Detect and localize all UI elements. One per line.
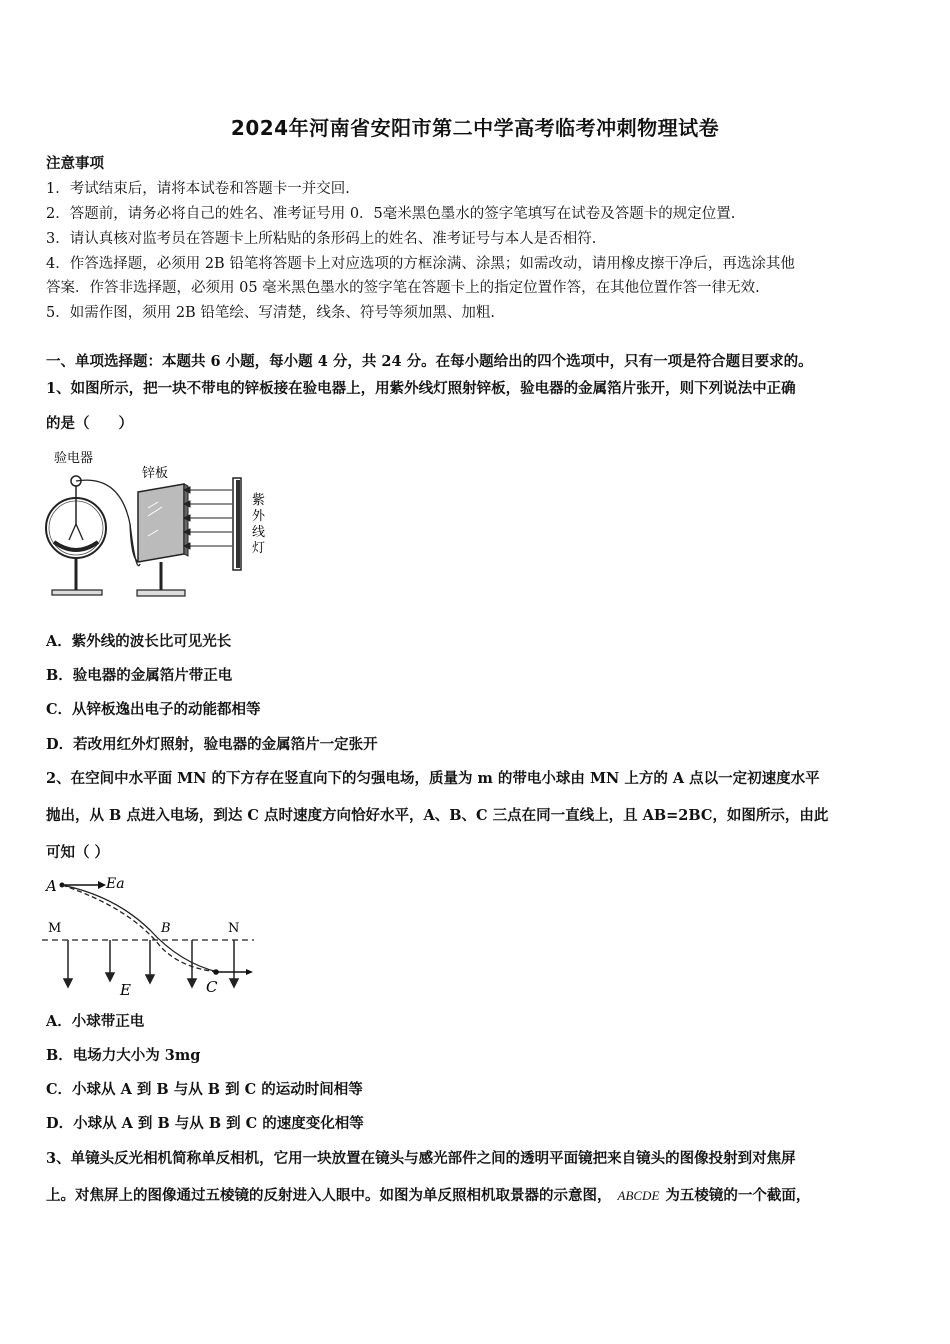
- section-heading: 一、单项选择题：本题共 6 小题，每小题 4 分，共 24 分。在每小题给出的四个选项中，只有一项是符合题目要求的。: [46, 353, 813, 370]
- trajectory-solid: [62, 885, 218, 972]
- q2-stem-cont: 抛出，从 B 点进入电场，到达 C 点时速度方向恰好水平，A、B、C 三点在同一直线上，且 AB=2BC，如图所示，由此: [46, 807, 829, 824]
- q1-figure: [40, 444, 280, 606]
- q2-option-d: D．小球从 A 到 B 与从 B 到 C 的速度变化相等: [46, 1115, 364, 1132]
- notes-heading: 注意事项: [46, 155, 104, 172]
- q1-option-b: B．验电器的金属箔片带正电: [46, 667, 233, 684]
- note-item: 2．答题前，请务必将自己的姓名、准考证号用 0．5毫米黑色墨水的签字笔填写在试卷及答题卡的规定位置.: [46, 206, 736, 222]
- uv-lamp-label: 外: [252, 509, 266, 524]
- q1-option-d: D．若改用红外灯照射，验电器的金属箔片一定张开: [46, 736, 378, 753]
- q2-option-b: B．电场力大小为 3mg: [46, 1047, 201, 1064]
- label-a: A: [46, 877, 57, 895]
- uv-lamp-label: 线: [252, 525, 266, 540]
- note-item: 答案．作答非选择题，必须用 05 毫米黑色墨水的签字笔在答题卡上的指定位置作答，在其他位置作答一律无效.: [46, 280, 760, 296]
- q2-option-c: C．小球从 A 到 B 与从 B 到 C 的运动时间相等: [46, 1081, 363, 1098]
- q1-stem: 1、如图所示，把一块不带电的锌板接在验电器上，用紫外线灯照射锌板，验电器的金属箔片张开，则下列说法中正确: [46, 380, 796, 397]
- zinc-plate-label: 锌板: [142, 466, 169, 481]
- uv-lamp-label: 灯: [252, 541, 266, 556]
- zinc-plate: [138, 484, 184, 562]
- q3-stem: 3、单镜头反光相机简称单反相机，它用一块放置在镜头与感光部件之间的透明平面镜把来自镜头的图像投射到对焦屏: [46, 1150, 796, 1167]
- electroscope-label: 验电器: [54, 451, 94, 466]
- q2-stem-cont: 可知（ ）: [46, 844, 110, 861]
- q3-math-abcde: ABCDE: [617, 1188, 660, 1203]
- q3-stem-cont: [46, 1184, 810, 1205]
- note-item: 1．考试结束后，请将本试卷和答题卡一并交回.: [46, 181, 350, 197]
- trajectory-dashed: [62, 885, 218, 972]
- uv-rays: [184, 487, 232, 549]
- label-c: C: [206, 978, 218, 996]
- label-m: M: [48, 921, 62, 936]
- label-b: B: [161, 921, 171, 936]
- note-item: 4．作答选择题，必须用 2B 铅笔将答题卡上对应选项的方框涂满、涂黑；如需改动，请用橡皮擦干净后，再选涂其他: [46, 256, 795, 272]
- uv-lamp-label: 紫: [252, 493, 266, 508]
- q1-option-c: C．从锌板逸出电子的动能都相等: [46, 701, 261, 718]
- label-n: N: [228, 921, 240, 936]
- q3-stem-text: 为五棱镜的一个截面，: [665, 1187, 811, 1204]
- q1-option-a: A．紫外线的波长比可见光长: [46, 633, 232, 650]
- label-e: E: [120, 981, 131, 999]
- note-item: 3．请认真核对监考员在答题卡上所粘贴的条形码上的姓名、准考证号与本人是否相符.: [46, 231, 597, 247]
- page-title: 2024年河南省安阳市第二中学高考临考冲刺物理试卷: [230, 116, 720, 140]
- q2-option-a: A．小球带正电: [46, 1013, 145, 1030]
- q2-stem: 2、在空间中水平面 MN 的下方存在竖直向下的匀强电场，质量为 m 的带电小球由 MN 上方的 A 点以一定初速度水平: [46, 770, 820, 787]
- note-item: 5．如需作图，须用 2B 铅笔绘、写清楚，线条、符号等须加黑、加粗.: [46, 305, 495, 321]
- q3-stem-text: 上。对焦屏上的图像通过五棱镜的反射进入人眼中。如图为单反照相机取景器的示意图，: [46, 1187, 612, 1204]
- q1-stem-cont: 的是（ ）: [46, 415, 133, 432]
- label-ea: Ea: [106, 876, 125, 892]
- q2-figure: [40, 868, 265, 1000]
